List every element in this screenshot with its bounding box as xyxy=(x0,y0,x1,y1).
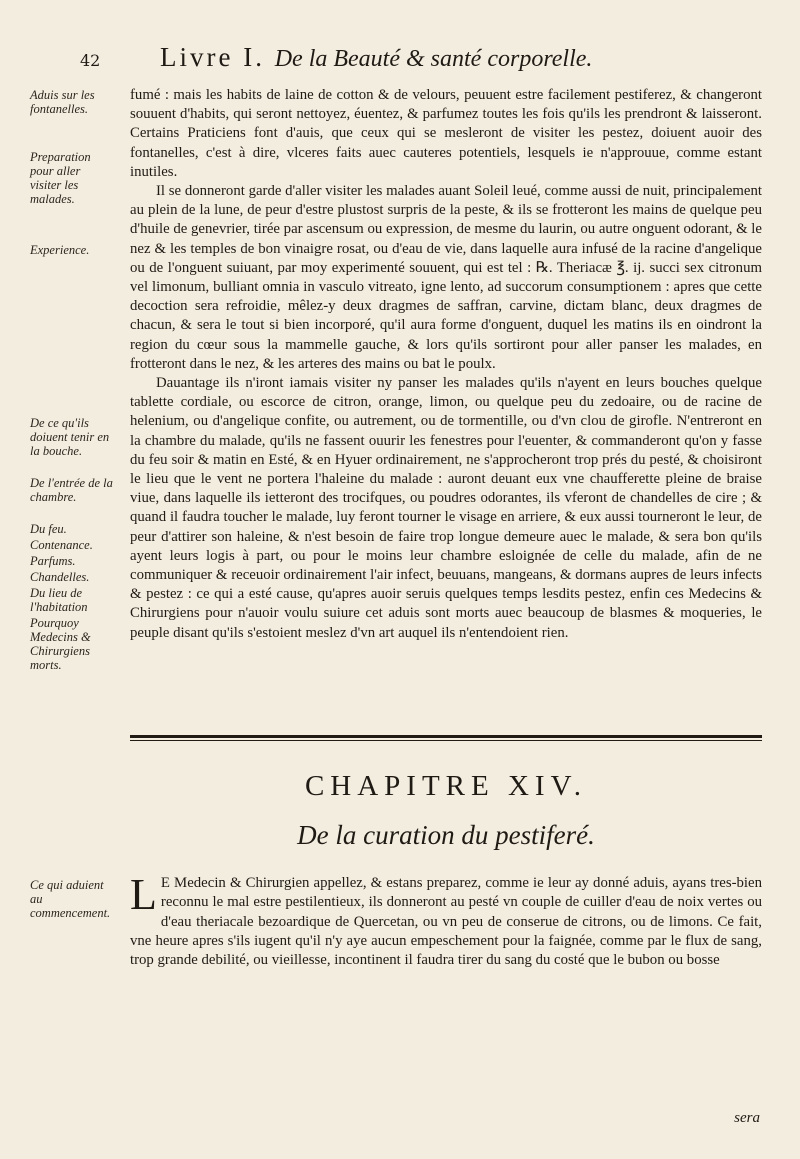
margin-note: Contenance. xyxy=(30,538,93,552)
paragraph: Il se donneront garde d'aller visiter les malades auant Soleil leué, comme aussi de nuit, principalement au plein de la lune, de peur d'estre plustost surpris de la peste, & ils se frotteront les mains de quelque peu d'huile de genevrier, tirée par ascensum ou expression, de mesme du laurin, ou autre onguent odorant, & le nez & les temples de bon vinaigre rosat, ou d'eau de vie, dans laquelle aura infusé de la racine d'angelique ou de l'onguent suiuant, par moy experimenté souuent, qui est tel : ℞. Theriacæ ℥. ij. succi sex citronum vel limonum, bulliant omnia in vasculo vitreato, igne lento, ad succorum consumptionem : apres que cette decoction sera refroidie, mêlez-y deux dragmes de saffran, carvine, dictam blanc, deux dragmes de chacun, & sera le tout si bien incorporé, qu'il aura forme d'onguent, duquel les matins ils en oindront la region du cœur sous la mammelle gauche, & lors qu'ils sortiront pour aller panser les malades, en frotteront dans le nez, & les arteres des mains ou bat le poulx. xyxy=(130,183,762,372)
margin-note: Aduis sur les fontanelles. xyxy=(30,88,95,116)
catchword: sera xyxy=(734,1110,760,1126)
running-head xyxy=(160,42,592,73)
section-rule-thin xyxy=(130,740,762,741)
margin-note: Experience. xyxy=(30,243,90,257)
main-text xyxy=(130,86,762,643)
section-rule xyxy=(130,735,762,738)
paragraph: E Medecin & Chirurgien appellez, & estans preparez, comme ie leur ay donné aduis, ayans tres-bien reconnu le mal estre pestilentieux, ils donneront au pesté vn couple de cuiller d'eau de noix vertes ou d'eau theriacale bezoardique de Quercetan, ou vn peu de conserue de citrons, ou de limons. Ce fait, vne heure apres s'ils iugent qu'il n'y aye aucun empeschement pour la faignée, comme par le flux de sang, trop grande debilité, ou vieillesse, incontinent il faudra tirer du sang du costé que le bubon ou bosse xyxy=(130,875,762,969)
chapter-heading: CHAPITRE XIV. xyxy=(304,770,588,802)
margin-note: Parfums. xyxy=(30,554,76,568)
margin-note: De ce qu'ils doiuent tenir en la bouche. xyxy=(30,416,110,458)
running-head-book: Livre I. xyxy=(160,42,265,72)
margin-note: Chandelles. xyxy=(30,570,90,584)
page-header xyxy=(80,42,760,78)
margin-note: De l'entrée de la chambre. xyxy=(30,476,113,504)
margin-note: Du feu. xyxy=(30,522,67,536)
page-number: 42 xyxy=(80,51,101,70)
margin-note: Preparation pour aller visiter les malades. xyxy=(30,150,91,206)
chapter-text xyxy=(130,870,762,970)
margin-note: Pourquoy Medecins & Chirurgiens morts. xyxy=(30,616,91,672)
running-head-title: De la Beauté & santé corporelle. xyxy=(274,46,593,72)
paragraph: fumé : mais les habits de laine de cotton & de velours, peuuent estre facilement pestiferez, & changeront souuent d'habits, qui seront nettoyez, éuentez, & parfumez toutes les fois qu'ils les prendront & laisseront. Certains Praticiens font d'auis, que ceux qui se mesleront de visiter les pestez, doiuent auoir des fontanelles, c'est à dire, vlceres faits auec cauteres potentiels, lesquels ie n'approuue, comme estant inutiles. xyxy=(130,87,762,180)
chapter-title: De la curation du pestiferé. xyxy=(297,820,595,850)
margin-note: Ce qui aduient au commencement. xyxy=(30,878,111,920)
paragraph: Dauantage ils n'iront iamais visiter ny panser les malades qu'ils n'ayent en leurs bouches quelque tablette cordiale, ou escorce de citron, orange, limon, ou quelque peu du zedoaire, ou de racine de helenium, ou d'angelique confite, ou autrement, ou de tormentille, ou d'vn clou de girofle. N'entreront en la chambre du malade, qu'ils ne fassent ouurir les fenestres pour l'euenter, & commanderont qu'on y fasse du feu soir & matin en Esté, & en Hyuer ordinairement, ne s'approcheront trop prés du pesté, & choisiront le lieu que le vent ne portera l'haleine du malade : auront deuant eux vne chaufferette pleine de braise viue, dans laquelle ils ietteront des trocifques, ou poudres odorantes, ils vferont de chandelles de cire ; & quand il faudra toucher le malade, luy feront tourner le visage en arriere, & eux aussi tourneront le leur, de peur d'attirer son haleine, & n'est besoin de faire trop longue demeure auec le malade, & sera bon qu'ils ayent leurs logis à part, ou pour le moins leur chambre esloignée de celle du malade, afin de ne communiquer & receuoir ordinairement l'air infect, beuuans, mangeans, & dormans aupres de leurs infects & pestez : ce qui a esté cause, qu'apres auoir seruis quelques temps lesdits pestez, enfin ces Medecins & Chirurgiens pour n'auoir voulu suiure cet aduis sont morts auec beaucoup de blasmes & moqueries, le peuple disant qu'ils s'estoient meslez d'vn art auquel ils n'entendoient rien. xyxy=(130,375,762,641)
drop-capital: L xyxy=(130,870,157,919)
margin-note: Du lieu de l'habitation xyxy=(30,586,88,614)
